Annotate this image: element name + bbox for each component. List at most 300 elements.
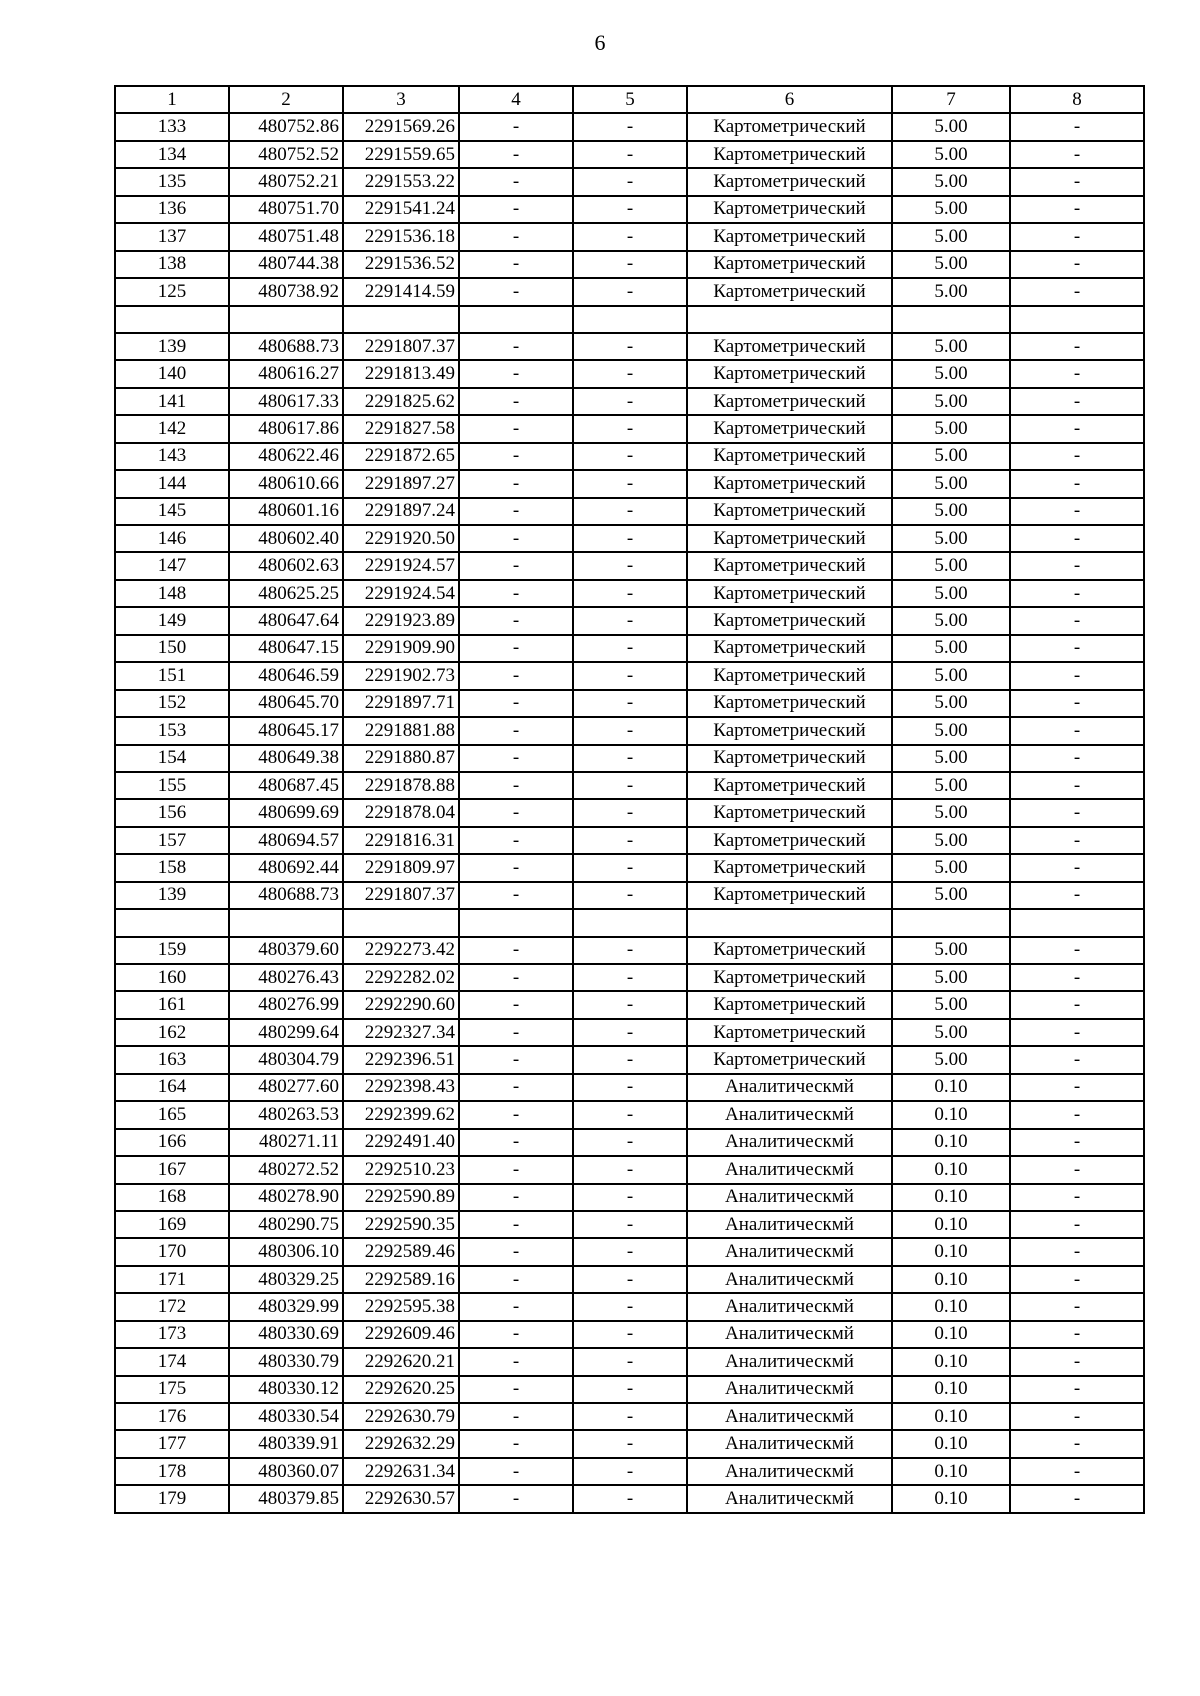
x-coordinate-cell: 480278.90 [229, 1184, 343, 1211]
method-cell: Картометрический [687, 1046, 892, 1073]
column-header: 4 [459, 86, 573, 113]
col4-cell: - [459, 251, 573, 278]
method-cell: Аналитическмй [687, 1101, 892, 1128]
x-coordinate-cell: 480751.70 [229, 196, 343, 223]
table-row [115, 717, 1144, 744]
x-coordinate-cell [229, 306, 343, 333]
accuracy-cell: 5.00 [892, 937, 1010, 964]
method-cell: Аналитическмй [687, 1074, 892, 1101]
col5-cell: - [573, 113, 687, 140]
column-header: 8 [1010, 86, 1144, 113]
method-cell: Картометрический [687, 415, 892, 442]
x-coordinate-cell: 480692.44 [229, 854, 343, 881]
x-coordinate-cell: 480616.27 [229, 360, 343, 387]
accuracy-cell: 5.00 [892, 717, 1010, 744]
col5-cell: - [573, 1156, 687, 1183]
x-coordinate-cell: 480649.38 [229, 745, 343, 772]
col8-cell: - [1010, 388, 1144, 415]
accuracy-cell: 0.10 [892, 1458, 1010, 1485]
col4-cell: - [459, 964, 573, 991]
col8-cell: - [1010, 1019, 1144, 1046]
accuracy-cell: 5.00 [892, 690, 1010, 717]
y-coordinate-cell: 2291807.37 [343, 882, 459, 909]
point-number-cell: 145 [115, 498, 229, 525]
col8-cell: - [1010, 113, 1144, 140]
table-row [115, 113, 1144, 140]
col5-cell: - [573, 854, 687, 881]
col5-cell: - [573, 1129, 687, 1156]
accuracy-cell: 5.00 [892, 854, 1010, 881]
col5-cell: - [573, 607, 687, 634]
col8-cell: - [1010, 251, 1144, 278]
col5-cell: - [573, 1211, 687, 1238]
method-cell: Аналитическмй [687, 1458, 892, 1485]
point-number-cell: 147 [115, 552, 229, 579]
method-cell: Картометрический [687, 827, 892, 854]
col4-cell: - [459, 717, 573, 744]
method-cell: Картометрический [687, 223, 892, 250]
y-coordinate-cell: 2292396.51 [343, 1046, 459, 1073]
col5-cell: - [573, 1266, 687, 1293]
point-number-cell: 125 [115, 278, 229, 305]
col8-cell: - [1010, 827, 1144, 854]
point-number-cell: 163 [115, 1046, 229, 1073]
y-coordinate-cell: 2291897.71 [343, 690, 459, 717]
col8-cell: - [1010, 141, 1144, 168]
col4-cell: - [459, 1403, 573, 1430]
col8-cell: - [1010, 662, 1144, 689]
y-coordinate-cell: 2291414.59 [343, 278, 459, 305]
x-coordinate-cell: 480622.46 [229, 443, 343, 470]
col4-cell: - [459, 196, 573, 223]
x-coordinate-cell: 480290.75 [229, 1211, 343, 1238]
point-number-cell: 160 [115, 964, 229, 991]
col5-cell: - [573, 278, 687, 305]
accuracy-cell: 5.00 [892, 196, 1010, 223]
col4-cell: - [459, 333, 573, 360]
table-row [115, 1211, 1144, 1238]
y-coordinate-cell: 2292491.40 [343, 1129, 459, 1156]
y-coordinate-cell: 2291878.88 [343, 772, 459, 799]
col5-cell: - [573, 745, 687, 772]
point-number-cell [115, 306, 229, 333]
accuracy-cell: 5.00 [892, 525, 1010, 552]
col5-cell: - [573, 1348, 687, 1375]
method-cell: Картометрический [687, 717, 892, 744]
col5-cell: - [573, 251, 687, 278]
col8-cell: - [1010, 772, 1144, 799]
table-row [115, 1430, 1144, 1457]
method-cell: Картометрический [687, 964, 892, 991]
col5-cell: - [573, 141, 687, 168]
col5-cell: - [573, 1293, 687, 1320]
col8-cell: - [1010, 1101, 1144, 1128]
col4-cell: - [459, 1321, 573, 1348]
x-coordinate-cell: 480625.25 [229, 580, 343, 607]
method-cell: Аналитическмй [687, 1266, 892, 1293]
col5-cell: - [573, 196, 687, 223]
table-row [115, 799, 1144, 826]
col8-cell: - [1010, 1238, 1144, 1265]
table-row [115, 1046, 1144, 1073]
point-number-cell: 175 [115, 1376, 229, 1403]
y-coordinate-cell: 2292630.57 [343, 1485, 459, 1512]
accuracy-cell: 5.00 [892, 552, 1010, 579]
accuracy-cell: 5.00 [892, 113, 1010, 140]
accuracy-cell: 5.00 [892, 827, 1010, 854]
col8-cell: - [1010, 1074, 1144, 1101]
table-row [115, 1184, 1144, 1211]
x-coordinate-cell: 480699.69 [229, 799, 343, 826]
col5-cell: - [573, 223, 687, 250]
y-coordinate-cell: 2291881.88 [343, 717, 459, 744]
col8-cell: - [1010, 799, 1144, 826]
point-number-cell: 133 [115, 113, 229, 140]
y-coordinate-cell: 2292590.89 [343, 1184, 459, 1211]
table-row [115, 1019, 1144, 1046]
method-cell [687, 909, 892, 936]
table-row [115, 388, 1144, 415]
col5-cell: - [573, 635, 687, 662]
col5-cell: - [573, 470, 687, 497]
x-coordinate-cell: 480272.52 [229, 1156, 343, 1183]
col4-cell: - [459, 443, 573, 470]
x-coordinate-cell: 480646.59 [229, 662, 343, 689]
y-coordinate-cell: 2291920.50 [343, 525, 459, 552]
table-row [115, 251, 1144, 278]
x-coordinate-cell: 480687.45 [229, 772, 343, 799]
col5-cell: - [573, 1046, 687, 1073]
x-coordinate-cell: 480694.57 [229, 827, 343, 854]
table-row [115, 498, 1144, 525]
method-cell: Картометрический [687, 937, 892, 964]
col8-cell: - [1010, 1348, 1144, 1375]
accuracy-cell: 0.10 [892, 1485, 1010, 1512]
col4-cell: - [459, 662, 573, 689]
table-row [115, 991, 1144, 1018]
y-coordinate-cell [343, 909, 459, 936]
accuracy-cell: 5.00 [892, 388, 1010, 415]
col8-cell: - [1010, 1184, 1144, 1211]
point-number-cell: 174 [115, 1348, 229, 1375]
x-coordinate-cell: 480744.38 [229, 251, 343, 278]
col4-cell: - [459, 635, 573, 662]
point-number-cell: 173 [115, 1321, 229, 1348]
table-row [115, 909, 1144, 936]
y-coordinate-cell: 2292398.43 [343, 1074, 459, 1101]
point-number-cell: 159 [115, 937, 229, 964]
table-row [115, 1238, 1144, 1265]
accuracy-cell: 5.00 [892, 141, 1010, 168]
point-number-cell [115, 909, 229, 936]
col4-cell: - [459, 1266, 573, 1293]
col5-cell: - [573, 1485, 687, 1512]
table-row [115, 772, 1144, 799]
x-coordinate-cell: 480752.52 [229, 141, 343, 168]
col5-cell: - [573, 498, 687, 525]
method-cell: Картометрический [687, 552, 892, 579]
method-cell: Картометрический [687, 854, 892, 881]
point-number-cell: 143 [115, 443, 229, 470]
x-coordinate-cell: 480752.86 [229, 113, 343, 140]
table-row [115, 1321, 1144, 1348]
table-row [115, 168, 1144, 195]
accuracy-cell: 0.10 [892, 1238, 1010, 1265]
accuracy-cell: 5.00 [892, 333, 1010, 360]
col4-cell: - [459, 882, 573, 909]
x-coordinate-cell: 480647.64 [229, 607, 343, 634]
col5-cell: - [573, 991, 687, 1018]
method-cell: Аналитическмй [687, 1376, 892, 1403]
x-coordinate-cell: 480379.85 [229, 1485, 343, 1512]
x-coordinate-cell: 480601.16 [229, 498, 343, 525]
accuracy-cell: 5.00 [892, 443, 1010, 470]
point-number-cell: 157 [115, 827, 229, 854]
col4-cell: - [459, 470, 573, 497]
col8-cell: - [1010, 1156, 1144, 1183]
method-cell: Картометрический [687, 168, 892, 195]
y-coordinate-cell: 2292589.16 [343, 1266, 459, 1293]
column-header: 6 [687, 86, 892, 113]
accuracy-cell: 5.00 [892, 223, 1010, 250]
y-coordinate-cell: 2291825.62 [343, 388, 459, 415]
column-header: 3 [343, 86, 459, 113]
point-number-cell: 158 [115, 854, 229, 881]
accuracy-cell: 0.10 [892, 1430, 1010, 1457]
accuracy-cell: 5.00 [892, 745, 1010, 772]
x-coordinate-cell: 480329.25 [229, 1266, 343, 1293]
y-coordinate-cell: 2292631.34 [343, 1458, 459, 1485]
col8-cell: - [1010, 882, 1144, 909]
point-number-cell: 136 [115, 196, 229, 223]
point-number-cell: 135 [115, 168, 229, 195]
table-row [115, 854, 1144, 881]
point-number-cell: 148 [115, 580, 229, 607]
col5-cell: - [573, 717, 687, 744]
col5-cell: - [573, 525, 687, 552]
y-coordinate-cell: 2291813.49 [343, 360, 459, 387]
col5-cell: - [573, 1430, 687, 1457]
y-coordinate-cell: 2292590.35 [343, 1211, 459, 1238]
y-coordinate-cell: 2292620.21 [343, 1348, 459, 1375]
col4-cell: - [459, 1376, 573, 1403]
table-row [115, 223, 1144, 250]
method-cell: Картометрический [687, 388, 892, 415]
col5-cell: - [573, 552, 687, 579]
col5-cell: - [573, 772, 687, 799]
col8-cell: - [1010, 1430, 1144, 1457]
y-coordinate-cell: 2292632.29 [343, 1430, 459, 1457]
point-number-cell: 179 [115, 1485, 229, 1512]
col5-cell: - [573, 333, 687, 360]
accuracy-cell: 5.00 [892, 882, 1010, 909]
col4-cell: - [459, 360, 573, 387]
y-coordinate-cell: 2291872.65 [343, 443, 459, 470]
accuracy-cell: 5.00 [892, 498, 1010, 525]
col5-cell [573, 306, 687, 333]
method-cell: Картометрический [687, 1019, 892, 1046]
col4-cell: - [459, 141, 573, 168]
col4-cell: - [459, 1129, 573, 1156]
col8-cell: - [1010, 333, 1144, 360]
page-number: 6 [594, 30, 606, 55]
y-coordinate-cell: 2291536.18 [343, 223, 459, 250]
accuracy-cell: 0.10 [892, 1184, 1010, 1211]
col5-cell: - [573, 1458, 687, 1485]
point-number-cell: 166 [115, 1129, 229, 1156]
accuracy-cell: 5.00 [892, 1019, 1010, 1046]
col4-cell: - [459, 772, 573, 799]
col8-cell: - [1010, 964, 1144, 991]
x-coordinate-cell: 480277.60 [229, 1074, 343, 1101]
table-row [115, 1348, 1144, 1375]
accuracy-cell: 5.00 [892, 415, 1010, 442]
method-cell: Картометрический [687, 498, 892, 525]
col4-cell: - [459, 827, 573, 854]
point-number-cell: 150 [115, 635, 229, 662]
method-cell: Картометрический [687, 991, 892, 1018]
y-coordinate-cell: 2291878.04 [343, 799, 459, 826]
point-number-cell: 161 [115, 991, 229, 1018]
col4-cell: - [459, 552, 573, 579]
accuracy-cell: 5.00 [892, 635, 1010, 662]
x-coordinate-cell: 480752.21 [229, 168, 343, 195]
col8-cell: - [1010, 1458, 1144, 1485]
col4-cell: - [459, 690, 573, 717]
method-cell: Картометрический [687, 772, 892, 799]
y-coordinate-cell: 2292595.38 [343, 1293, 459, 1320]
method-cell: Картометрический [687, 278, 892, 305]
col8-cell: - [1010, 360, 1144, 387]
col4-cell: - [459, 415, 573, 442]
x-coordinate-cell: 480602.63 [229, 552, 343, 579]
y-coordinate-cell: 2291569.26 [343, 113, 459, 140]
col4-cell: - [459, 1430, 573, 1457]
table-row [115, 552, 1144, 579]
col4-cell: - [459, 991, 573, 1018]
y-coordinate-cell: 2292630.79 [343, 1403, 459, 1430]
method-cell: Аналитическмй [687, 1485, 892, 1512]
col8-cell: - [1010, 168, 1144, 195]
table-row [115, 415, 1144, 442]
method-cell: Аналитическмй [687, 1184, 892, 1211]
col8-cell: - [1010, 1403, 1144, 1430]
accuracy-cell [892, 306, 1010, 333]
col8-cell: - [1010, 607, 1144, 634]
x-coordinate-cell: 480299.64 [229, 1019, 343, 1046]
col4-cell: - [459, 937, 573, 964]
table-row [115, 1101, 1144, 1128]
method-cell: Аналитическмй [687, 1238, 892, 1265]
point-number-cell: 171 [115, 1266, 229, 1293]
column-header: 2 [229, 86, 343, 113]
column-header: 5 [573, 86, 687, 113]
point-number-cell: 167 [115, 1156, 229, 1183]
method-cell: Картометрический [687, 443, 892, 470]
method-cell: Картометрический [687, 662, 892, 689]
column-header: 7 [892, 86, 1010, 113]
point-number-cell: 168 [115, 1184, 229, 1211]
table-row [115, 306, 1144, 333]
col4-cell: - [459, 1348, 573, 1375]
table-row [115, 1074, 1144, 1101]
col4-cell: - [459, 1184, 573, 1211]
point-number-cell: 176 [115, 1403, 229, 1430]
col4-cell: - [459, 1074, 573, 1101]
col4-cell: - [459, 580, 573, 607]
accuracy-cell: 0.10 [892, 1293, 1010, 1320]
table-row [115, 1266, 1144, 1293]
x-coordinate-cell: 480645.70 [229, 690, 343, 717]
table-row [115, 827, 1144, 854]
y-coordinate-cell: 2291559.65 [343, 141, 459, 168]
accuracy-cell: 0.10 [892, 1129, 1010, 1156]
method-cell: Картометрический [687, 607, 892, 634]
col8-cell: - [1010, 470, 1144, 497]
col4-cell: - [459, 223, 573, 250]
x-coordinate-cell: 480602.40 [229, 525, 343, 552]
y-coordinate-cell: 2292609.46 [343, 1321, 459, 1348]
method-cell: Картометрический [687, 635, 892, 662]
col4-cell: - [459, 278, 573, 305]
accuracy-cell: 5.00 [892, 168, 1010, 195]
col8-cell: - [1010, 223, 1144, 250]
point-number-cell: 164 [115, 1074, 229, 1101]
col5-cell: - [573, 443, 687, 470]
col4-cell: - [459, 1046, 573, 1073]
accuracy-cell: 5.00 [892, 580, 1010, 607]
point-number-cell: 149 [115, 607, 229, 634]
method-cell: Аналитическмй [687, 1430, 892, 1457]
col5-cell [573, 909, 687, 936]
table-row [115, 690, 1144, 717]
table-row [115, 196, 1144, 223]
x-coordinate-cell: 480360.07 [229, 1458, 343, 1485]
y-coordinate-cell: 2291553.22 [343, 168, 459, 195]
x-coordinate-cell: 480271.11 [229, 1129, 343, 1156]
y-coordinate-cell: 2291924.54 [343, 580, 459, 607]
coordinates-table [114, 85, 1145, 1514]
accuracy-cell: 5.00 [892, 278, 1010, 305]
col8-cell [1010, 306, 1144, 333]
accuracy-cell: 5.00 [892, 360, 1010, 387]
col8-cell [1010, 909, 1144, 936]
x-coordinate-cell: 480304.79 [229, 1046, 343, 1073]
col5-cell: - [573, 937, 687, 964]
x-coordinate-cell: 480330.79 [229, 1348, 343, 1375]
accuracy-cell: 5.00 [892, 607, 1010, 634]
x-coordinate-cell: 480339.91 [229, 1430, 343, 1457]
col5-cell: - [573, 168, 687, 195]
col4-cell: - [459, 1019, 573, 1046]
point-number-cell: 172 [115, 1293, 229, 1320]
accuracy-cell: 5.00 [892, 772, 1010, 799]
col8-cell: - [1010, 525, 1144, 552]
col4-cell: - [459, 607, 573, 634]
table-row [115, 360, 1144, 387]
method-cell: Картометрический [687, 141, 892, 168]
x-coordinate-cell: 480610.66 [229, 470, 343, 497]
x-coordinate-cell: 480647.15 [229, 635, 343, 662]
point-number-cell: 165 [115, 1101, 229, 1128]
col4-cell: - [459, 498, 573, 525]
col5-cell: - [573, 964, 687, 991]
accuracy-cell: 5.00 [892, 662, 1010, 689]
x-coordinate-cell: 480330.54 [229, 1403, 343, 1430]
point-number-cell: 169 [115, 1211, 229, 1238]
point-number-cell: 151 [115, 662, 229, 689]
col8-cell: - [1010, 498, 1144, 525]
